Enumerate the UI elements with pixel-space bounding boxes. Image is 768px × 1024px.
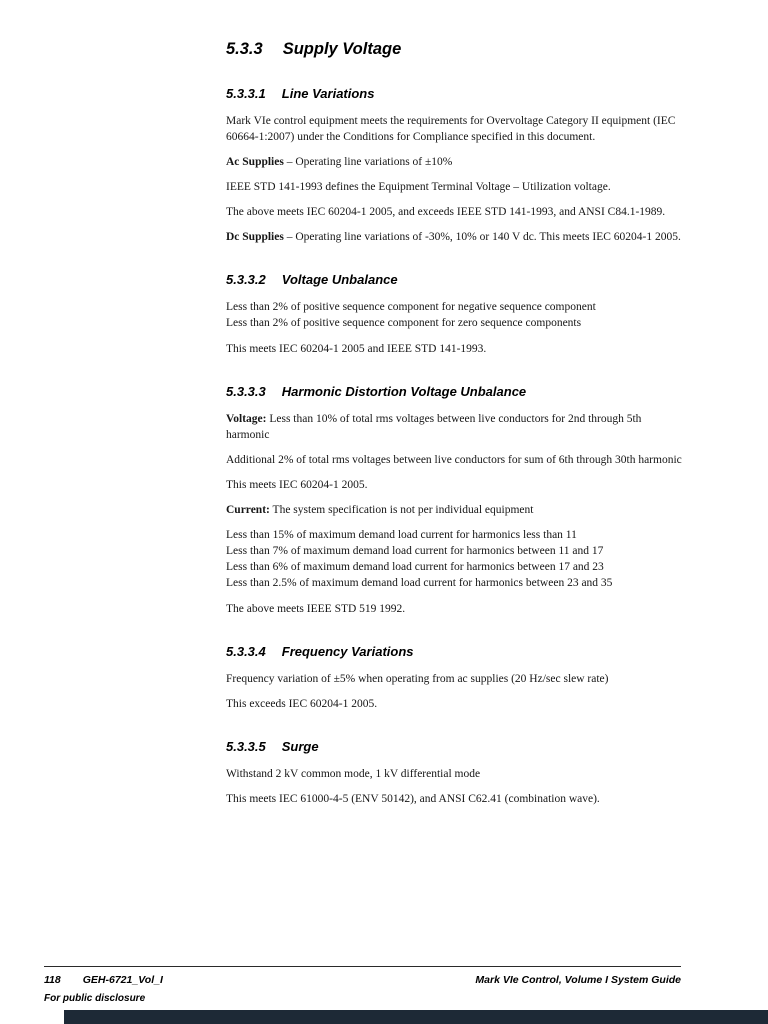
- heading-title: Supply Voltage: [282, 40, 402, 58]
- heading-number: 5.3.3.5: [226, 739, 266, 754]
- heading-title: Harmonic Distortion Voltage Unbalance: [281, 384, 527, 399]
- paragraph-lead: Voltage:: [226, 413, 267, 425]
- paragraph-lead: Current:: [226, 504, 270, 516]
- page-number: 118: [44, 974, 61, 986]
- heading-harmonic-distortion: [226, 384, 682, 399]
- disclosure-note: For public disclosure: [44, 993, 146, 1004]
- paragraph-line: Less than 2% of positive sequence component for zero sequence components: [226, 317, 582, 329]
- heading-supply-voltage: [226, 40, 682, 59]
- paragraph-line: Less than 15% of maximum demand load current for harmonics less than 11: [226, 529, 577, 541]
- page-footer: [44, 966, 681, 1004]
- heading-number: 5.3.3: [226, 40, 263, 58]
- paragraph-line: Less than 6% of maximum demand load current for harmonics between 17 and 23: [226, 561, 604, 573]
- footer-document-title: Mark VIe Control, Volume I System Guide: [475, 974, 681, 986]
- paragraph: This meets IEC 60204-1 2005.: [226, 479, 368, 491]
- paragraph: The above meets IEC 60204-1 2005, and exceeds IEEE STD 141-1993, and ANSI C84.1-1989.: [226, 206, 666, 218]
- paragraph-line: Less than 7% of maximum demand load current for harmonics between 11 and 17: [226, 545, 604, 557]
- paragraph: Additional 2% of total rms voltages between live conductors for sum of 6th through 30th harmonic: [226, 454, 682, 466]
- paragraph-line: Less than 2% of positive sequence component for negative sequence component: [226, 301, 596, 313]
- paragraph: Frequency variation of ±5% when operating from ac supplies (20 Hz/sec slew rate): [226, 673, 609, 685]
- paragraph: [226, 502, 682, 518]
- page-content: [226, 34, 682, 816]
- paragraph-group: [226, 299, 682, 331]
- heading-title: Frequency Variations: [281, 644, 414, 659]
- footer-row: [44, 974, 681, 986]
- paragraph-text: The system specification is not per individual equipment: [269, 504, 534, 516]
- footer-left: [44, 974, 163, 986]
- footer-rule: [44, 966, 681, 967]
- paragraph: [226, 154, 682, 170]
- document-id: GEH-6721_Vol_I: [82, 974, 163, 986]
- paragraph-lead: Ac Supplies: [226, 156, 284, 168]
- paragraph: This meets IEC 60204-1 2005 and IEEE STD 141-1993.: [226, 343, 487, 355]
- heading-surge: [226, 739, 682, 754]
- heading-number: 5.3.3.2: [226, 272, 266, 287]
- paragraph: Withstand 2 kV common mode, 1 kV differential mode: [226, 768, 481, 780]
- paragraph: [226, 411, 682, 443]
- heading-number: 5.3.3.4: [226, 644, 266, 659]
- heading-voltage-unbalance: [226, 272, 682, 287]
- paragraph-text: Less than 10% of total rms voltages between live conductors for 2nd through 5th harmonic: [226, 413, 642, 441]
- paragraph: IEEE STD 141-1993 defines the Equipment Terminal Voltage – Utilization voltage.: [226, 181, 611, 193]
- heading-frequency-variations: [226, 644, 682, 659]
- paragraph: [226, 229, 682, 245]
- heading-line-variations: [226, 86, 682, 101]
- paragraph: This exceeds IEC 60204-1 2005.: [226, 698, 378, 710]
- paragraph: This meets IEC 61000-4-5 (ENV 50142), and ANSI C62.41 (combination wave).: [226, 793, 600, 805]
- paragraph-text: – Operating line variations of ±10%: [283, 156, 453, 168]
- paragraph: The above meets IEEE STD 519 1992.: [226, 603, 406, 615]
- heading-number: 5.3.3.1: [226, 86, 266, 101]
- paragraph-group: [226, 527, 682, 591]
- heading-number: 5.3.3.3: [226, 384, 266, 399]
- heading-title: Voltage Unbalance: [281, 272, 398, 287]
- paragraph-line: Less than 2.5% of maximum demand load current for harmonics between 23 and 35: [226, 577, 613, 589]
- viewer-bottom-bar: [64, 1010, 768, 1024]
- heading-title: Line Variations: [281, 86, 375, 101]
- paragraph: Mark VIe control equipment meets the requirements for Overvoltage Category II equipment (IEC 60664-1:2007) under the Conditions for Compliance specified in this document.: [226, 115, 676, 143]
- heading-title: Surge: [281, 739, 319, 754]
- paragraph-text: – Operating line variations of -30%, 10% or 140 V dc. This meets IEC 60204-1 2005.: [283, 231, 681, 243]
- paragraph-lead: Dc Supplies: [226, 231, 284, 243]
